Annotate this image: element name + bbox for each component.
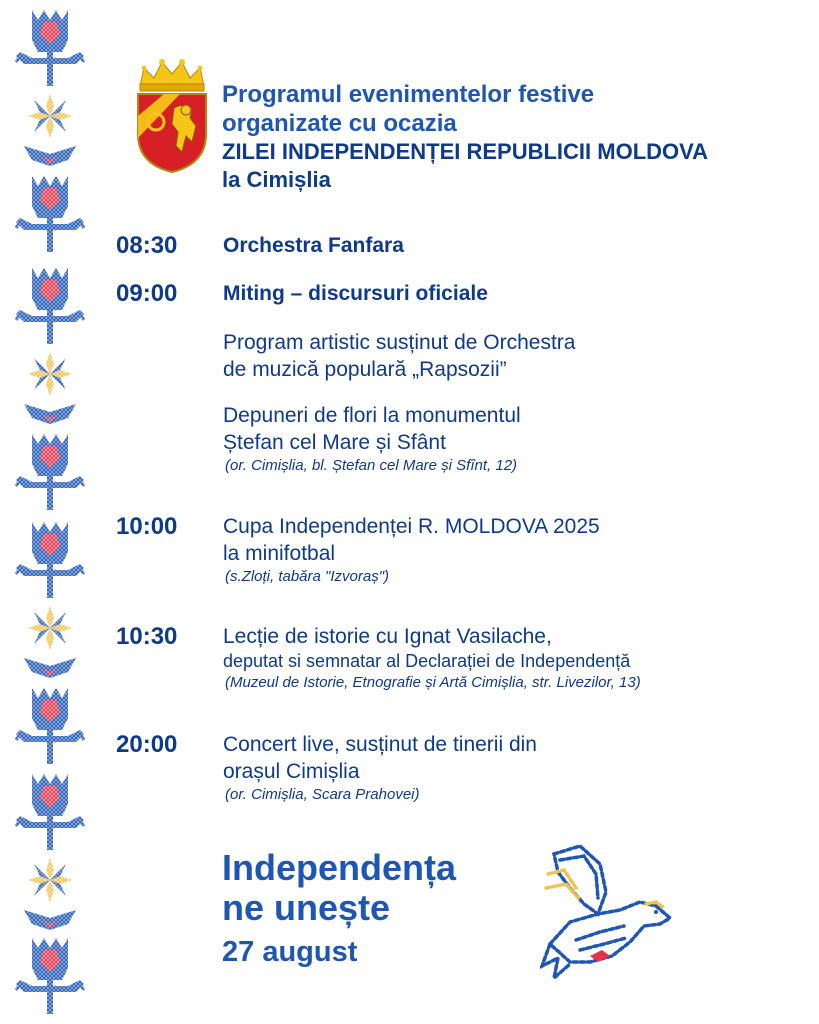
event-title: orașul Cimișlia	[223, 760, 360, 783]
event-time: 10:30	[116, 623, 178, 650]
event-title: Program artistic susținut de Orchestra	[223, 331, 576, 354]
event-item	[223, 280, 813, 307]
slogan	[222, 848, 456, 928]
event-title: Depuneri de flori la monumentul	[223, 404, 521, 427]
event-title: Cupa Independenței R. MOLDOVA 2025	[223, 515, 600, 538]
event-title: Lecție de istorie cu Ignat Vasilache,	[223, 625, 552, 648]
event-item	[223, 513, 813, 587]
event-date: 27 august	[222, 936, 358, 968]
event-time: 09:00	[116, 280, 178, 307]
event-location: (Muzeul de Istorie, Etnografie și Artă Cimișlia, str. Livezilor, 13)	[225, 674, 641, 691]
event-location: (s.Zloți, tabăra "Izvoraș")	[225, 568, 390, 585]
event-title: Ștefan cel Mare și Sfânt	[223, 431, 446, 454]
dove-icon	[540, 844, 675, 986]
event-time: 20:00	[116, 731, 178, 758]
event-location: (or. Cimișlia, Scara Prahovei)	[225, 786, 420, 803]
event-time: 08:30	[116, 232, 178, 259]
embroidery-border	[14, 10, 86, 1015]
title-line-3: ZILEI INDEPENDENȚEI REPUBLICII MOLDOVA	[222, 139, 709, 164]
title-line-1: Programul evenimentelor festive	[222, 81, 595, 108]
event-title: Orchestra Fanfara	[223, 234, 404, 257]
event-title: de muzică populară „Rapsozii”	[223, 358, 507, 381]
event-item	[223, 731, 813, 805]
coat-of-arms-icon	[134, 56, 210, 174]
event-item	[223, 402, 813, 476]
event-title: deputat si semnatar al Declarației de Independență	[223, 651, 631, 671]
event-location: (or. Cimișlia, bl. Ștefan cel Mare și Sfînt, 12)	[225, 457, 518, 474]
event-title: la minifotbal	[223, 542, 336, 565]
slogan-line-2: ne unește	[222, 887, 391, 928]
header	[222, 80, 812, 194]
event-title: Concert live, susținut de tinerii din	[223, 733, 537, 756]
event-title: Miting – discursuri oficiale	[223, 282, 488, 305]
title-line-4: la Cimișlia	[222, 167, 331, 192]
event-time: 10:00	[116, 513, 178, 540]
event-item	[223, 623, 813, 693]
event-item	[223, 232, 813, 259]
slogan-line-1: Independența	[222, 847, 457, 888]
event-item	[223, 329, 813, 383]
title-line-2: organizate cu ocazia	[222, 110, 457, 137]
